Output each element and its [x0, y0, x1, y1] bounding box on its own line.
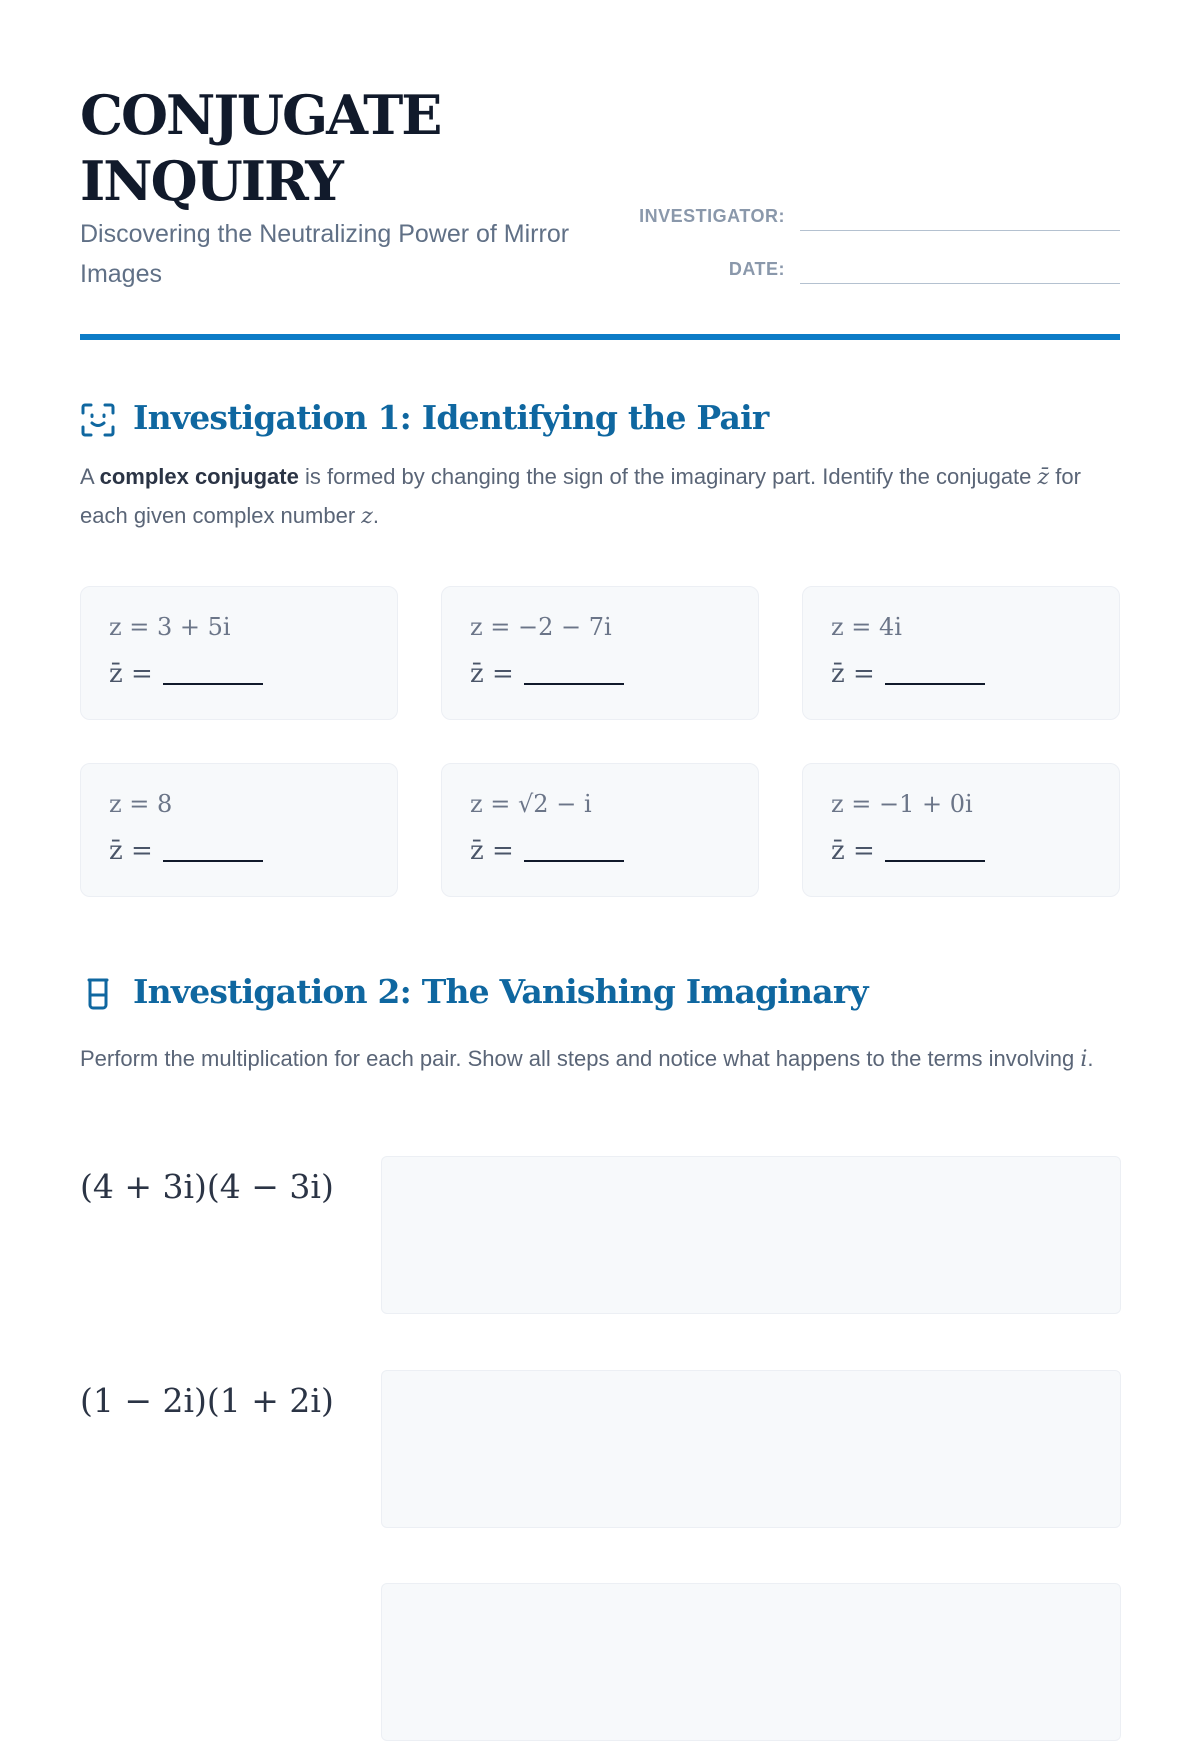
given-number: z = −2 − 7i [470, 613, 612, 641]
section-1-heading-row [80, 396, 1120, 440]
conjugate-card [80, 763, 398, 897]
section-2-heading: Investigation 2: The Vanishing Imaginary [133, 972, 868, 1011]
given-number: z = 3 + 5i [109, 613, 231, 641]
given-number: z = −1 + 0i [831, 790, 973, 818]
answer-blank[interactable] [885, 860, 985, 862]
worksheet-page [80, 0, 1120, 1600]
page-title [80, 82, 440, 214]
answer-blank[interactable] [163, 683, 263, 685]
conjugate-card [441, 586, 759, 720]
conjugate-label: z̄ = [831, 836, 875, 866]
answer-blank[interactable] [524, 860, 624, 862]
date-field[interactable] [800, 283, 1120, 284]
intro-2-i: i [1080, 1047, 1088, 1072]
intro-2-end: . [1087, 1046, 1094, 1071]
intro-2-text: Perform the multiplication for each pair. Show all steps and notice what happens to the terms involving [80, 1046, 1081, 1071]
given-number: z = √2 − i [470, 790, 592, 818]
beaker-icon [80, 976, 116, 1012]
section-2-intro [80, 1040, 1120, 1079]
conjugate-label: z̄ = [831, 659, 875, 689]
conjugate-card [802, 763, 1120, 897]
title-line-1: CONJUGATE [80, 83, 441, 147]
answer-blank[interactable] [524, 683, 624, 685]
conjugate-label: z̄ = [109, 836, 153, 866]
conjugate-card [802, 586, 1120, 720]
work-area[interactable] [381, 1583, 1121, 1741]
investigator-field[interactable] [800, 230, 1120, 231]
conjugate-label: z̄ = [470, 836, 514, 866]
work-area[interactable] [381, 1370, 1121, 1528]
intro-1-mid2: for each given complex number [80, 464, 1081, 528]
date-row [630, 255, 1120, 285]
intro-1-keyword: complex conjugate [99, 464, 299, 489]
header-divider [80, 334, 1120, 340]
page-subtitle: Discovering the Neutralizing Power of Mirror Images [80, 220, 570, 288]
work-area[interactable] [381, 1156, 1121, 1314]
conjugate-label: z̄ = [470, 659, 514, 689]
section-1-heading: Investigation 1: Identifying the Pair [133, 398, 769, 437]
intro-1-zbar: z̄ [1037, 465, 1050, 490]
conjugate-card [441, 763, 759, 897]
intro-1-end: . [372, 503, 379, 528]
answer-blank[interactable] [885, 683, 985, 685]
given-number: z = 8 [109, 790, 173, 818]
date-label: DATE: [728, 259, 785, 279]
section-1-intro [80, 458, 1120, 536]
problem-expression: (4 + 3i)(4 − 3i) [80, 1167, 334, 1206]
intro-1-prefix: A [80, 464, 100, 489]
problem-expression: (1 − 2i)(1 + 2i) [80, 1381, 334, 1420]
investigator-label: INVESTIGATOR: [639, 206, 785, 226]
conjugate-label: z̄ = [109, 659, 153, 689]
intro-1-mid: is formed by changing the sign of the imaginary part. Identify the conjugate [298, 464, 1038, 489]
answer-blank[interactable] [163, 860, 263, 862]
intro-1-z: z [361, 504, 373, 529]
section-2-heading-row [80, 970, 1120, 1014]
face-scan-icon [80, 402, 116, 438]
conjugate-card [80, 586, 398, 720]
investigator-row [630, 202, 1120, 232]
title-line-2: INQUIRY [80, 149, 342, 213]
given-number: z = 4i [831, 613, 902, 641]
